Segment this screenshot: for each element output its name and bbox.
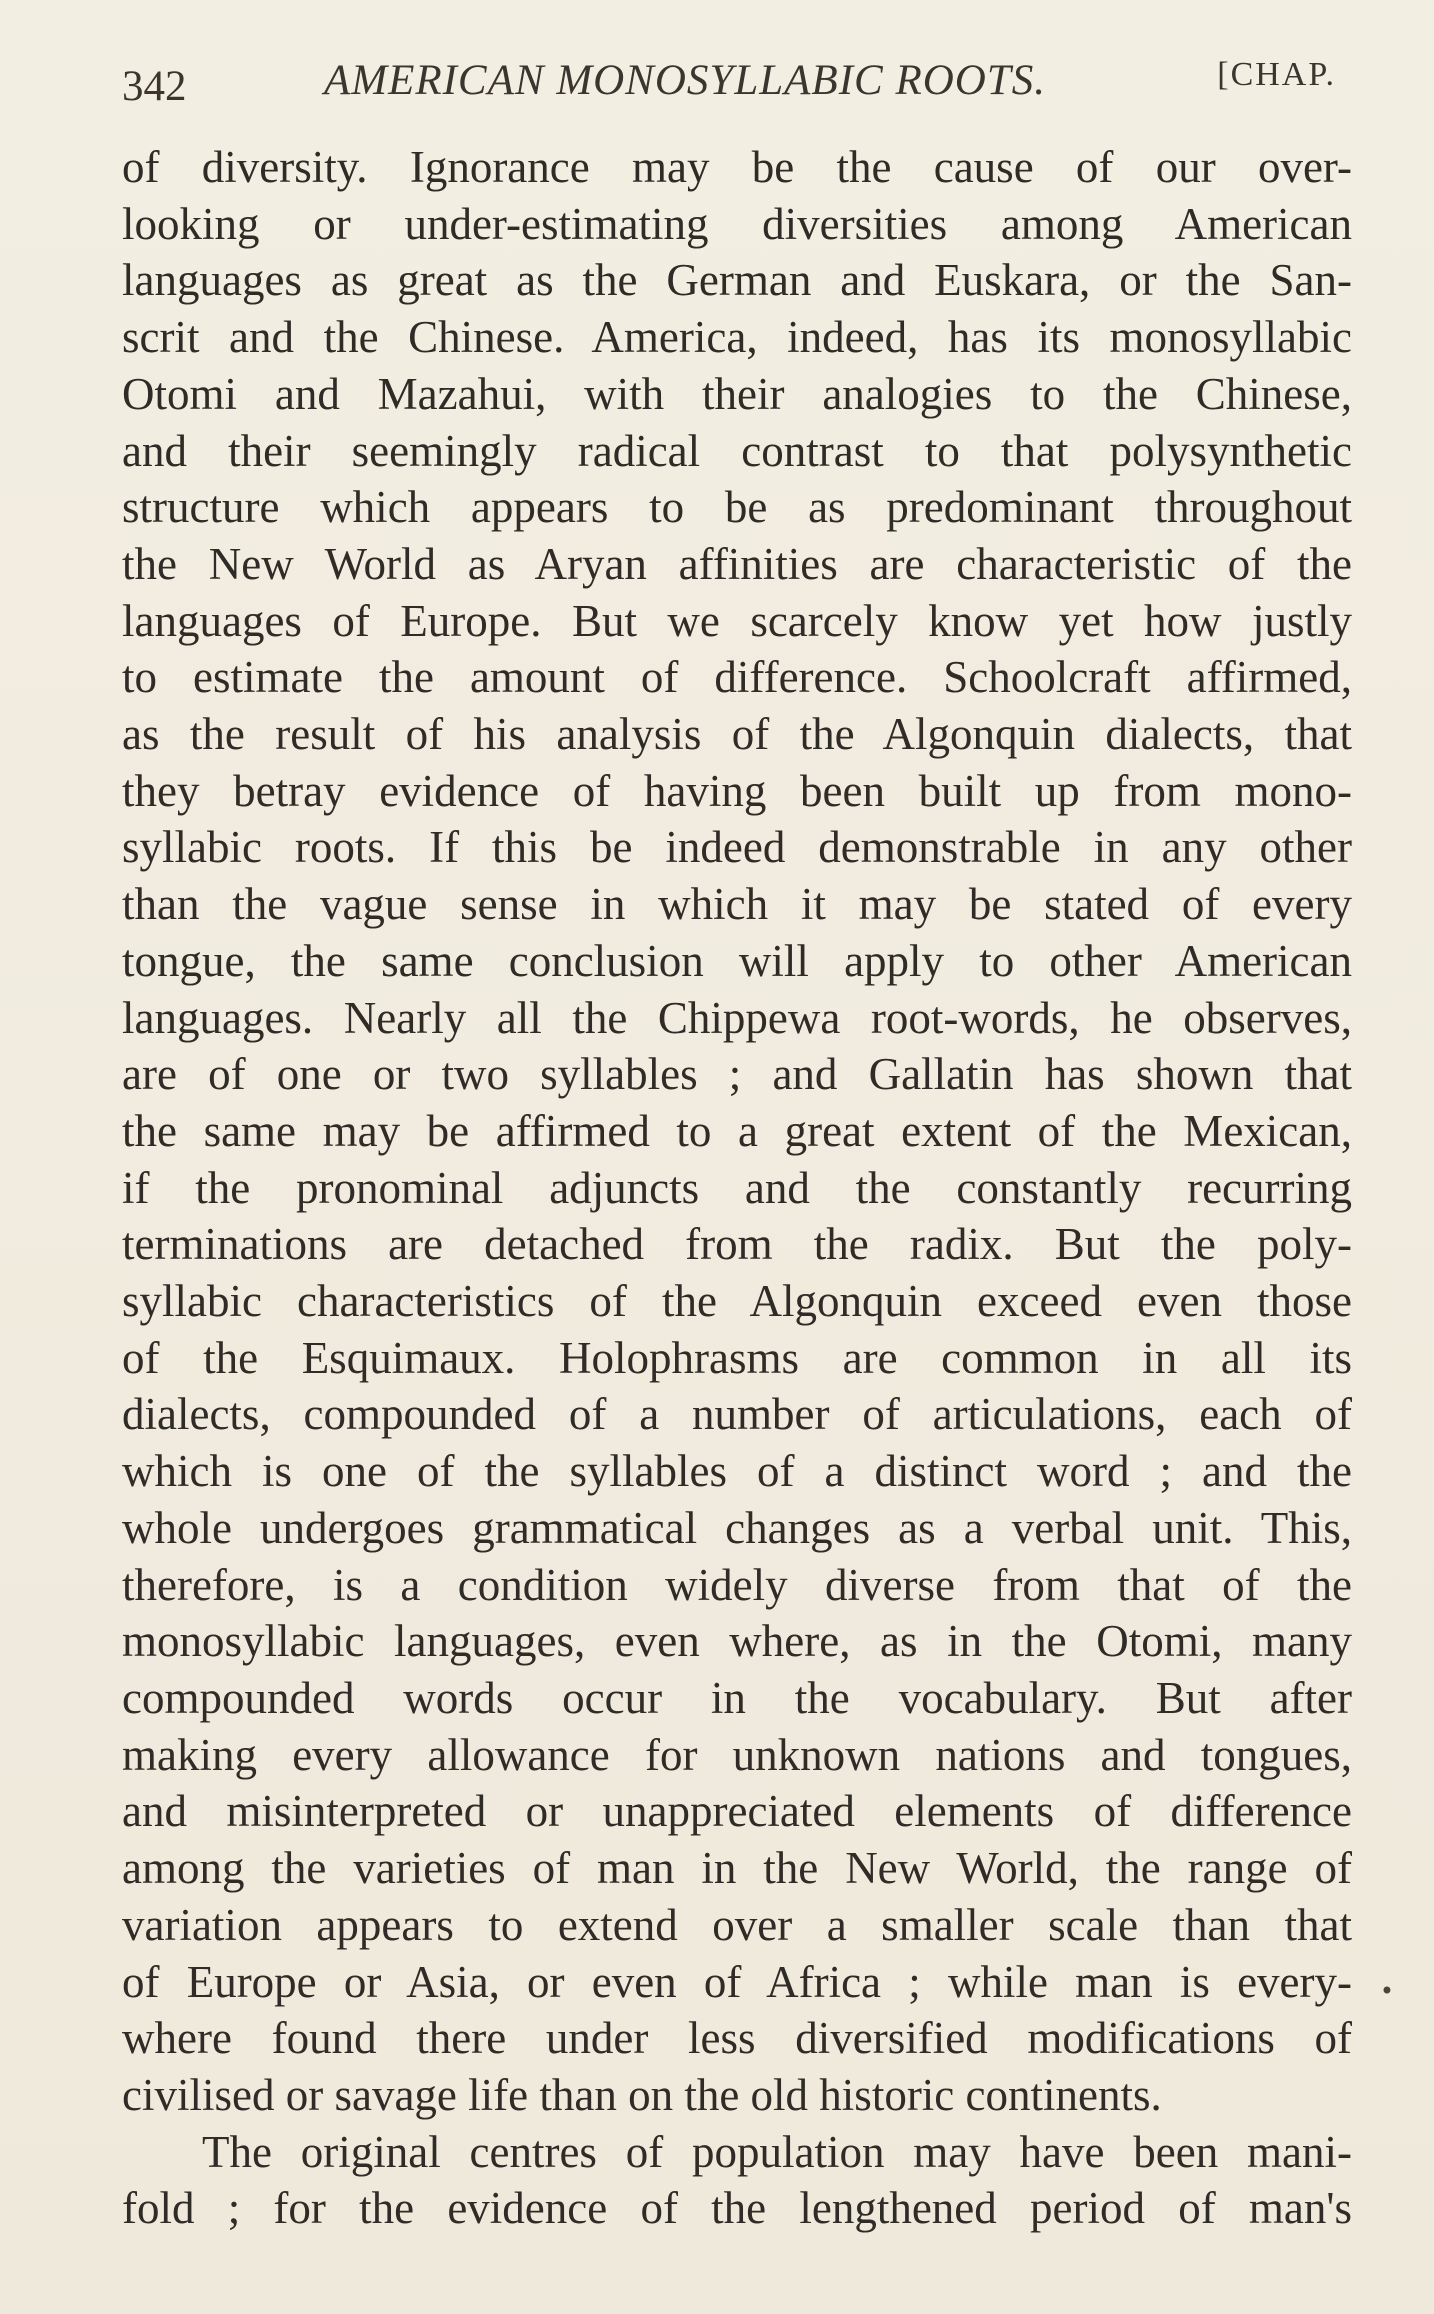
text-line: are of one or two syllables ; and Gallatin has shown that xyxy=(122,1049,1352,1100)
text-line: and misinterpreted or unappreciated elements of difference xyxy=(122,1786,1352,1837)
text-line: dialects, compounded of a number of articulations, each of xyxy=(122,1389,1352,1440)
text-line: scrit and the Chinese. America, indeed, has its monosyllabic xyxy=(122,312,1352,363)
text-line: monosyllabic languages, even where, as in the Otomi, many xyxy=(122,1616,1352,1667)
text-line: terminations are detached from the radix. But the poly- xyxy=(122,1219,1352,1270)
text-line: languages as great as the German and Euskara, or the San- xyxy=(122,255,1352,306)
text-line: of diversity. Ignorance may be the cause of our over- xyxy=(122,142,1352,192)
text-line: to estimate the amount of difference. Schoolcraft affirmed, xyxy=(122,652,1352,703)
text-line: languages. Nearly all the Chippewa root-words, he observes, xyxy=(122,992,1352,1043)
text-line: tongue, the same conclusion will apply to other American xyxy=(122,935,1352,986)
running-head xyxy=(122,52,1352,116)
running-title: AMERICAN MONOSYLLABIC ROOTS. xyxy=(324,57,1046,104)
text-line: where found there under less diversified modifications of xyxy=(122,2013,1352,2064)
chapter-label: [CHAP. xyxy=(1217,56,1336,93)
text-line: compounded words occur in the vocabulary. But after xyxy=(122,1672,1352,1723)
text-line: syllabic characteristics of the Algonquin exceed even those xyxy=(122,1276,1352,1327)
text-line: The original centres of population may have been mani- xyxy=(202,2126,1352,2177)
text-line: if the pronominal adjuncts and the constantly recurring xyxy=(122,1162,1352,1213)
text-line: variation appears to extend over a smaller scale than that xyxy=(122,1899,1352,1950)
paragraph-1 xyxy=(122,139,1352,2124)
margin-mark: • xyxy=(1379,1977,1394,2005)
text-line: syllabic roots. If this be indeed demonstrable in any other xyxy=(122,822,1352,873)
text-line: which is one of the syllables of a distinct word ; and the xyxy=(122,1446,1352,1497)
text-line: looking or under-estimating diversities among American xyxy=(122,198,1352,249)
text-line: the same may be affirmed to a great extent of the Mexican, xyxy=(122,1105,1352,1156)
text-line: among the varieties of man in the New World, the range of xyxy=(122,1843,1352,1894)
text-line: and their seemingly radical contrast to that polysynthetic xyxy=(122,425,1352,476)
text-line: structure which appears to be as predominant throughout xyxy=(122,482,1352,533)
text-line: as the result of his analysis of the Algonquin dialects, that xyxy=(122,709,1352,760)
text-line: languages of Europe. But we scarcely know yet how justly xyxy=(122,595,1352,646)
text-line: making every allowance for unknown nations and tongues, xyxy=(122,1729,1352,1780)
text-line: they betray evidence of having been built up from mono- xyxy=(122,765,1352,816)
text-line: whole undergoes grammatical changes as a verbal unit. This, xyxy=(122,1502,1352,1553)
text-line: of Europe or Asia, or even of Africa ; while man is every- xyxy=(122,1956,1352,2007)
paragraph-2 xyxy=(122,2124,1352,2237)
page-number: 342 xyxy=(122,63,187,110)
text-line: of the Esquimaux. Holophrasms are common in all its xyxy=(122,1332,1352,1383)
text-line: fold ; for the evidence of the lengthened period of man's xyxy=(122,2183,1352,2234)
text-line: than the vague sense in which it may be stated of every xyxy=(122,879,1352,930)
text-line: therefore, is a condition widely diverse from that of the xyxy=(122,1559,1352,1610)
text-line: the New World as Aryan affinities are characteristic of the xyxy=(122,538,1352,589)
text-line: Otomi and Mazahui, with their analogies to the Chinese, xyxy=(122,368,1352,419)
text-line: civilised or savage life than on the old historic continents. xyxy=(122,2069,1162,2120)
body-text xyxy=(122,139,1352,2237)
